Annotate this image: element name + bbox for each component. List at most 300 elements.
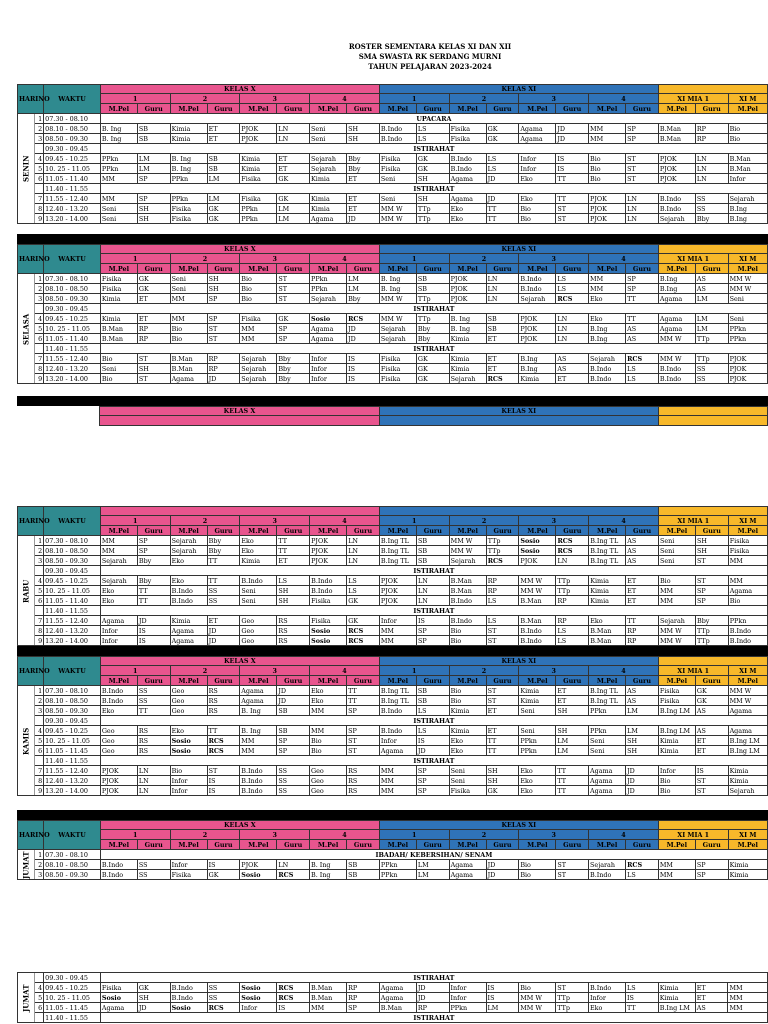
schedule-cell: RP [695, 124, 728, 134]
schedule-cell: Bio [519, 204, 556, 214]
schedule-cell: Bio [658, 776, 695, 786]
schedule-cell: MM [379, 786, 416, 796]
schedule-cell: SP [416, 636, 449, 646]
schedule-cell: SB [416, 546, 449, 556]
schedule-cell: MM [728, 1003, 768, 1013]
schedule-cell: JD [486, 870, 519, 880]
guru-label: Guru [137, 526, 170, 536]
guru-label: Guru [626, 104, 659, 114]
schedule-cell: Kimia [519, 686, 556, 696]
table-row [18, 686, 768, 696]
row-number: 6 [35, 596, 44, 606]
table-row [18, 1003, 768, 1013]
schedule-cell: GK [277, 314, 310, 324]
schedule-cell: SH [626, 746, 659, 756]
schedule-cell: LN [277, 860, 310, 870]
schedule-cell: AS [626, 324, 659, 334]
kelas-x-header: KELAS X [100, 85, 379, 94]
row-number: 1 [35, 274, 44, 284]
kelas-x-header [100, 507, 379, 516]
schedule-cell: Bio [519, 214, 556, 224]
schedule-cell: Infor [310, 364, 347, 374]
mpel-label: M.Pel [100, 104, 137, 114]
schedule-cell: JD [347, 334, 380, 344]
time-cell: 11.05 - 11.45 [44, 746, 101, 756]
schedule-cell: LS [626, 374, 659, 384]
schedule-cell: B.Indo [310, 576, 347, 586]
schedule-cell: AS [695, 1003, 728, 1013]
schedule-cell: PPkn [519, 736, 556, 746]
schedule-cell: MM W [728, 696, 767, 706]
time-cell: 11.40 - 11.55 [44, 344, 101, 354]
merged-cell: ISTIRAHAT [100, 304, 767, 314]
schedule-cell: ET [486, 726, 519, 736]
schedule-cell: Seni [728, 294, 767, 304]
schedule-cell: RS [277, 636, 310, 646]
schedule-cell: TTp [695, 354, 728, 364]
guru-label: Guru [277, 264, 310, 274]
schedule-cell: B.Man [589, 626, 626, 636]
schedule-cell: SS [277, 786, 310, 796]
schedule-cell: LN [277, 124, 310, 134]
schedule-cell: Agama [658, 294, 695, 304]
schedule-cell: JD [486, 860, 519, 870]
schedule-cell: B.Ing [728, 204, 767, 214]
hari-no-header: HARINO [18, 245, 44, 274]
schedule-cell: SP [695, 870, 728, 880]
schedule-cell: ST [207, 766, 240, 776]
schedule-cell: JD [626, 786, 659, 796]
schedule-cell: SS [137, 870, 170, 880]
schedule-cell: LS [556, 284, 589, 294]
row-number: 3 [35, 134, 44, 144]
day-label: JUMAT [18, 973, 35, 1023]
schedule-cell: AS [626, 696, 659, 706]
schedule-cell: MM [100, 194, 137, 204]
mia-label-2: XI M [728, 830, 767, 840]
row-number: 5 [35, 736, 44, 746]
schedule-cell: MM [170, 314, 207, 324]
schedule-cell: PPkn [240, 204, 277, 214]
schedule-cell: Geo [100, 746, 137, 756]
schedule-cell: ST [556, 860, 589, 870]
schedule-cell: Agama [728, 706, 767, 716]
schedule-cell: B.Ing [589, 324, 626, 334]
schedule-cell: MM [728, 983, 768, 993]
schedule-cell: TT [626, 294, 659, 304]
schedule-cell: Bio [449, 626, 486, 636]
schedule-cell: B.Man [100, 334, 137, 344]
schedule-cell: SB [416, 274, 449, 284]
schedule-cell: ET [556, 686, 589, 696]
schedule-cell: B.Man [379, 1003, 416, 1013]
schedule-cell: RP [207, 354, 240, 364]
schedule-cell: GK [695, 696, 728, 706]
schedule-cell: MM [728, 556, 767, 566]
schedule-cell: AS [695, 274, 728, 284]
schedule-cell: Agama [728, 586, 767, 596]
time-cell: 12.40 - 13.20 [44, 776, 101, 786]
schedule-cell: SH [486, 766, 519, 776]
schedule-cell: ET [207, 124, 240, 134]
schedule-cell: PJOK [449, 294, 486, 304]
schedule-cell: IS [277, 1003, 310, 1013]
guru-label: Guru [486, 526, 519, 536]
row-number: 7 [35, 766, 44, 776]
mpel-label: M.Pel [589, 104, 626, 114]
schedule-cell: RCS [486, 556, 519, 566]
mia-label: XI MIA 1 [658, 666, 728, 676]
schedule-cell: B.Ing TL [379, 556, 416, 566]
schedule-cell: JD [556, 124, 589, 134]
row-number [35, 144, 44, 154]
time-cell: 09.30 - 09.45 [44, 144, 101, 154]
schedule-cell: RP [347, 983, 380, 993]
guru-label: Guru [696, 526, 729, 536]
time-cell: 11.55 - 12.40 [44, 766, 101, 776]
class-number: 4 [310, 830, 380, 840]
schedule-cell: PPkn [589, 726, 626, 736]
time-cell: 08.10 - 08.50 [44, 696, 101, 706]
schedule-cell: Eko [519, 776, 556, 786]
schedule-cell: SB [347, 870, 380, 880]
schedule-cell: Sejarah [658, 214, 695, 224]
schedule-cell: LM [347, 274, 380, 284]
schedule-cell: Kimia [728, 766, 767, 776]
schedule-cell: Agama [170, 636, 207, 646]
schedule-cell: Infor [379, 616, 416, 626]
mpel-label: M.Pel [240, 526, 277, 536]
row-number: 5 [35, 164, 44, 174]
time-cell: 10. 25 - 11.05 [44, 736, 101, 746]
schedule-cell: RS [137, 726, 170, 736]
schedule-cell: Kimia [658, 746, 695, 756]
row-number: 7 [35, 616, 44, 626]
schedule-cell: Sosio [519, 546, 556, 556]
schedule-cell: Geo [310, 776, 347, 786]
mpel-label: M.Pel [519, 526, 556, 536]
mpel-label: M.Pel [100, 526, 137, 536]
schedule-cell: B.Man [728, 164, 767, 174]
schedule-cell: Infor [519, 154, 556, 164]
schedule-cell: SP [277, 324, 310, 334]
schedule-cell: LN [137, 786, 170, 796]
class-number: 2 [170, 254, 240, 264]
schedule-cell: B.Indo [170, 993, 207, 1003]
schedule-cell: ET [556, 374, 589, 384]
schedule-cell: TT [486, 214, 519, 224]
schedule-cell: B.Indo [658, 364, 695, 374]
class-number: 4 [589, 94, 659, 104]
guru-label: Guru [486, 840, 519, 850]
schedule-cell: Eko [449, 736, 486, 746]
mpel-label: M.Pel [170, 264, 207, 274]
schedule-cell: RP [416, 1003, 449, 1013]
schedule-cell: Bio [589, 154, 626, 164]
schedule-cell: B.Ing TL [589, 696, 626, 706]
schedule-cell: Geo [170, 696, 207, 706]
schedule-cell: Agama [519, 124, 556, 134]
schedule-cell: Kimia [728, 860, 767, 870]
time-cell: 13.20 - 14.00 [44, 786, 101, 796]
schedule-cell: Kimia [449, 334, 486, 344]
mpel-label: M.Pel [100, 264, 137, 274]
schedule-cell: TT [137, 706, 170, 716]
time-cell: 08.50 - 09.30 [44, 870, 101, 880]
mpel-label: M.Pel [170, 676, 207, 686]
table-row [18, 696, 768, 706]
schedule-cell: GK [416, 164, 449, 174]
table-row [18, 746, 768, 756]
schedule-cell: B.Ing [728, 214, 767, 224]
schedule-cell: SH [556, 726, 589, 736]
table-row [18, 706, 768, 716]
mia-label-2: XI M [728, 94, 767, 104]
schedule-cell: B.Indo [728, 636, 767, 646]
schedule-cell: Geo [170, 706, 207, 716]
table-row [18, 1013, 768, 1023]
schedule-cell: MM W [728, 274, 767, 284]
schedule-cell: Eko [310, 686, 347, 696]
schedule-cell: Bio [658, 786, 695, 796]
schedule-cell: LN [416, 596, 449, 606]
guru-label: Guru [626, 526, 659, 536]
schedule-cell: LN [416, 576, 449, 586]
class-number: 2 [170, 94, 240, 104]
schedule-cell: SB [486, 314, 519, 324]
mia-label: XI MIA 1 [658, 516, 728, 526]
schedule-cell: ET [556, 696, 589, 706]
mia-header [658, 85, 767, 94]
schedule-cell: ET [695, 736, 728, 746]
schedule-cell: SH [277, 586, 310, 596]
schedule-cell: MM [310, 1003, 347, 1013]
row-number [35, 716, 44, 726]
schedule-cell: Kimia [310, 204, 347, 214]
table-row [18, 154, 768, 164]
mpel-label: M.Pel [589, 840, 626, 850]
mpel-label: M.Pel [310, 526, 347, 536]
table-row [18, 214, 768, 224]
schedule-cell: RCS [277, 983, 310, 993]
guru-label: Guru [137, 104, 170, 114]
schedule-table [17, 820, 768, 880]
mpel-label: M.Pel [240, 104, 277, 114]
schedule-cell: JD [347, 214, 380, 224]
schedule-cell: ET [347, 204, 380, 214]
separator-bar [17, 234, 768, 244]
time-cell: 08.10 - 08.50 [44, 284, 101, 294]
schedule-cell: PJOK [519, 314, 556, 324]
schedule-cell: PJOK [310, 536, 347, 546]
schedule-cell: SB [416, 536, 449, 546]
schedule-cell: AS [695, 284, 728, 294]
schedule-cell: PJOK [728, 374, 767, 384]
class-number: 4 [589, 666, 659, 676]
guru-label: Guru [416, 264, 449, 274]
schedule-cell: Kimia [240, 154, 277, 164]
schedule-cell: Sejarah [100, 556, 137, 566]
mpel-label: M.Pel [658, 264, 695, 274]
kelas-xi-header: KELAS XI [379, 821, 658, 830]
table-row [18, 174, 768, 184]
kelas-xi-header: KELAS XI [379, 85, 658, 94]
schedule-table [17, 244, 768, 384]
schedule-cell: GK [347, 616, 380, 626]
schedule-cell: Seni [728, 314, 767, 324]
day-label: KAMIS [18, 686, 35, 796]
schedule-cell: LN [626, 204, 659, 214]
schedule-cell: MM W [379, 204, 416, 214]
schedule-cell: Geo [310, 786, 347, 796]
schedule-cell: ST [277, 294, 310, 304]
schedule-cell: IS [137, 636, 170, 646]
schedule-cell: LM [347, 284, 380, 294]
schedule-cell: SH [626, 736, 659, 746]
schedule-cell: MM [379, 766, 416, 776]
schedule-cell: Eko [449, 214, 486, 224]
separator-bar [17, 810, 768, 820]
schedule-cell: SS [695, 194, 728, 204]
time-cell: 08.10 - 08.50 [44, 124, 101, 134]
schedule-cell: Bio [170, 334, 207, 344]
schedule-cell: Bby [347, 154, 380, 164]
time-cell: 12.40 - 13.20 [44, 626, 101, 636]
schedule-cell: B.Indo [519, 274, 556, 284]
hari-no-header: HARINO [18, 85, 44, 114]
schedule-cell: RP [137, 334, 170, 344]
schedule-cell: LS [556, 626, 589, 636]
row-number: 4 [35, 576, 44, 586]
table-row [18, 204, 768, 214]
schedule-cell: Bby [347, 164, 380, 174]
schedule-cell: MM W [728, 284, 767, 294]
schedule-cell: ET [277, 154, 310, 164]
schedule-cell: Infor [240, 1003, 277, 1013]
schedule-cell: JD [277, 686, 310, 696]
schedule-cell: Eko [519, 194, 556, 204]
kelas-xi-header: KELAS XI [379, 657, 658, 666]
schedule-cell: SP [137, 546, 170, 556]
table-row [18, 536, 768, 546]
schedule-cell: RP [137, 324, 170, 334]
schedule-cell: Sejarah [589, 354, 626, 364]
row-number: 9 [35, 374, 44, 384]
schedule-cell: SS [207, 983, 240, 993]
schedule-cell: Infor [170, 860, 207, 870]
schedule-cell: Infor [379, 736, 416, 746]
schedule-cell: GK [207, 204, 240, 214]
table-row [18, 766, 768, 776]
mpel-label: M.Pel [379, 264, 416, 274]
schedule-cell: IS [207, 786, 240, 796]
schedule-cell: RCS [347, 636, 380, 646]
schedule-cell: Kimia [170, 124, 207, 134]
mpel-label: M.Pel [728, 526, 767, 536]
schedule-cell: Kimia [519, 374, 556, 384]
schedule-cell: Sejarah [449, 374, 486, 384]
schedule-cell: TTp [696, 626, 729, 636]
schedule-cell: Kimia [100, 294, 137, 304]
schedule-cell: MM W [379, 314, 416, 324]
row-number: 1 [35, 114, 44, 124]
schedule-cell: Seni [449, 776, 486, 786]
guru-label: Guru [416, 526, 449, 536]
schedule-cell: PJOK [589, 214, 626, 224]
schedule-cell: B.Indo [379, 706, 416, 716]
schedule-cell: TT [347, 696, 380, 706]
schedule-cell: Eko [449, 204, 486, 214]
schedule-cell: Geo [310, 766, 347, 776]
schedule-cell: Eko [310, 696, 347, 706]
schedule-cell: LS [486, 616, 519, 626]
schedule-cell: Agama [728, 726, 767, 736]
schedule-cell: RCS [556, 294, 589, 304]
schedule-cell: PJOK [100, 766, 137, 776]
time-cell: 09.30 - 09.45 [44, 566, 101, 576]
guru-label: Guru [626, 264, 659, 274]
row-number: 9 [35, 786, 44, 796]
schedule-cell: LN [137, 766, 170, 776]
schedule-cell: JD [416, 746, 449, 756]
schedule-cell: Bio [728, 596, 767, 606]
schedule-cell: B.Ing TL [379, 696, 416, 706]
schedule-cell: Seni [519, 726, 556, 736]
table-row [18, 364, 768, 374]
class-number: 2 [449, 666, 519, 676]
mia-label: XI MIA 1 [658, 254, 728, 264]
table-row [18, 354, 768, 364]
time-cell: 09.30 - 09.45 [44, 973, 101, 983]
schedule-cell: Eko [170, 556, 207, 566]
schedule-cell: SH [486, 776, 519, 786]
schedule-cell: Bio [519, 983, 556, 993]
schedule-cell: B.Indo [449, 596, 486, 606]
schedule-cell: Sejarah [240, 354, 277, 364]
schedule-cell: TT [207, 726, 240, 736]
mpel-label: M.Pel [449, 264, 486, 274]
class-number: 4 [589, 516, 659, 526]
schedule-cell: Infor [728, 174, 767, 184]
time-cell: 09.30 - 09.45 [44, 304, 101, 314]
schedule-cell: ET [486, 334, 519, 344]
schedule-cell: Sejarah [310, 164, 347, 174]
schedule-cell: B.Man [170, 354, 207, 364]
schedule-cell: Agama [589, 776, 626, 786]
schedule-cell: SP [207, 314, 240, 324]
row-number: 2 [35, 124, 44, 134]
schedule-cell: RCS [277, 870, 310, 880]
row-number: 9 [35, 636, 44, 646]
schedule-cell: MM [589, 284, 626, 294]
schedule-cell: B.Indo [379, 134, 416, 144]
time-cell: 11.55 - 12.40 [44, 354, 101, 364]
schedule-cell: SS [137, 696, 170, 706]
row-number: 6 [35, 1003, 44, 1013]
schedule-cell: LS [347, 576, 380, 586]
schedule-cell: TTp [416, 294, 449, 304]
schedule-cell: SP [137, 194, 170, 204]
schedule-cell: SH [416, 194, 449, 204]
schedule-cell: Bio [728, 124, 767, 134]
schedule-cell: B.Indo [100, 860, 137, 870]
schedule-cell: RCS [207, 746, 240, 756]
schedule-cell: JD [416, 983, 449, 993]
schedule-cell: ET [626, 596, 659, 606]
schedule-cell: B.Indo [519, 284, 556, 294]
schedule-cell: MM [658, 860, 695, 870]
schedule-cell: TT [486, 204, 519, 214]
